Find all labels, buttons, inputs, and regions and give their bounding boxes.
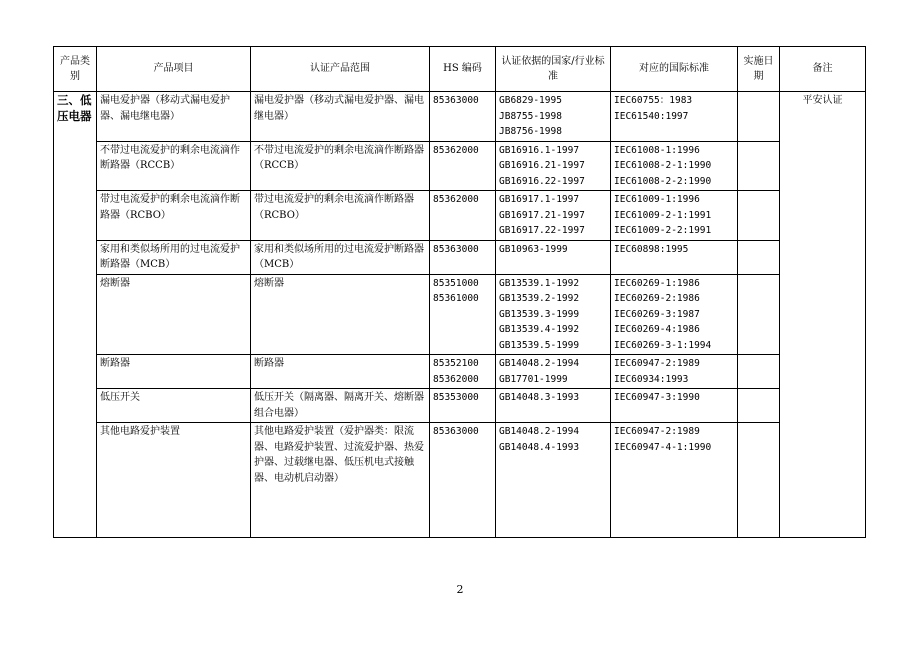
- hs-code-cell: [430, 274, 496, 355]
- international-standard-cell-line: IEC60269-3-1:1994: [614, 339, 712, 351]
- item-cell: 低压开关: [97, 389, 251, 423]
- national-standard-cell-line: GB16916.21-1997: [499, 160, 585, 171]
- header-item: 产品项目: [97, 47, 251, 92]
- national-standard-cell-line: JB8755-1998: [499, 110, 562, 122]
- item-cell: 不带过电流爱护的剩余电流滴作断路器（RCCB）: [97, 141, 251, 191]
- implementation-date-cell: [738, 191, 780, 241]
- header-scope: 认证产品范围: [251, 47, 430, 92]
- header-hs-code: HS 编码: [430, 47, 496, 92]
- scope-cell: 家用和类似场所用的过电流爱护断路器（MCB）: [251, 240, 430, 274]
- header-category: 产品类别: [54, 47, 97, 92]
- national-standard-cell: [496, 141, 611, 191]
- implementation-date-cell: [738, 92, 780, 142]
- national-standard-cell: [496, 92, 611, 142]
- page-number: 2: [456, 583, 464, 596]
- international-standard-cell-line: IEC60269-3:1987: [614, 308, 700, 320]
- national-standard-cell-line: GB14048.3-1993: [499, 392, 580, 403]
- national-standard-cell-line: GB13539.1-1992: [499, 277, 580, 289]
- hs-code-cell-line: 85363000: [433, 95, 479, 106]
- item-cell: 熔断器: [97, 274, 251, 355]
- table-row: [54, 274, 866, 355]
- hs-code-cell-line: 85362000: [433, 194, 479, 205]
- international-standard-cell: [611, 274, 738, 355]
- national-standard-cell-line: GB14048.2-1994: [499, 358, 580, 369]
- international-standard-cell-line: IEC60947-2:1989: [614, 358, 700, 369]
- implementation-date-cell: [738, 141, 780, 191]
- international-standard-cell: [611, 389, 738, 423]
- item-cell: 家用和类似场所用的过电流爱护断路器（MCB）: [97, 240, 251, 274]
- national-standard-cell-line: GB13539.3-1999: [499, 308, 580, 320]
- certification-table: [53, 46, 866, 538]
- national-standard-cell: [496, 274, 611, 355]
- table-header-row: [54, 47, 866, 92]
- implementation-date-cell: [738, 423, 780, 538]
- international-standard-cell-line: IEC60269-1:1986: [614, 277, 700, 289]
- international-standard-cell: [611, 240, 738, 274]
- header-remark: 备注: [780, 47, 866, 92]
- header-international-standard: 对应的国际标准: [611, 47, 738, 92]
- table-row: [54, 389, 866, 423]
- scope-cell: 熔断器: [251, 274, 430, 355]
- hs-code-cell-line: 85362000: [433, 373, 479, 385]
- item-cell: 带过电流爱护的剩余电流滴作断路器（RCBO）: [97, 191, 251, 241]
- international-standard-cell-line: IEC60269-2:1986: [614, 293, 700, 304]
- category-cell: 三、低压电器: [54, 92, 97, 538]
- implementation-date-cell: [738, 240, 780, 274]
- table-row: [54, 191, 866, 241]
- hs-code-cell: [430, 423, 496, 538]
- national-standard-cell: [496, 423, 611, 538]
- international-standard-cell-line: IEC61540:1997: [614, 110, 689, 122]
- international-standard-cell-line: IEC61009-1:1996: [614, 194, 700, 205]
- international-standard-cell-line: IEC61008-1:1996: [614, 144, 700, 156]
- hs-code-cell: [430, 355, 496, 389]
- hs-code-cell: [430, 92, 496, 142]
- national-standard-cell-line: GB13539.5-1999: [499, 339, 580, 351]
- scope-cell: 漏电爱护器（移动式漏电爱护器、漏电继电器）: [251, 92, 430, 142]
- national-standard-cell: [496, 191, 611, 241]
- international-standard-cell-line: IEC60755：1983: [614, 95, 693, 106]
- hs-code-cell-line: 85353000: [433, 392, 479, 403]
- hs-code-cell: [430, 191, 496, 241]
- national-standard-cell: [496, 355, 611, 389]
- international-standard-cell-line: IEC60947-2:1989: [614, 426, 700, 437]
- table-row: [54, 92, 866, 142]
- remark-cell: 平安认证: [780, 92, 866, 538]
- international-standard-cell-line: IEC60898:1995: [614, 243, 689, 255]
- national-standard-cell-line: GB16916.22-1997: [499, 175, 585, 187]
- national-standard-cell-line: GB14048.2-1994: [499, 426, 580, 437]
- international-standard-cell: [611, 141, 738, 191]
- table-row: [54, 141, 866, 191]
- scope-cell: 带过电流爱护的剩余电流滴作断路器（RCBO）: [251, 191, 430, 241]
- implementation-date-cell: [738, 274, 780, 355]
- implementation-date-cell: [738, 355, 780, 389]
- hs-code-cell: [430, 141, 496, 191]
- international-standard-cell: [611, 191, 738, 241]
- national-standard-cell-line: JB8756-1998: [499, 126, 562, 137]
- international-standard-cell-line: IEC61009-2-1:1991: [614, 209, 712, 221]
- national-standard-cell: [496, 389, 611, 423]
- hs-code-cell-line: 85363000: [433, 243, 479, 255]
- header-national-standard: 认证依据的国家/行业标准: [496, 47, 611, 92]
- national-standard-cell-line: GB13539.2-1992: [499, 293, 580, 304]
- scope-cell: 断路器: [251, 355, 430, 389]
- hs-code-cell-line: 85363000: [433, 426, 479, 437]
- international-standard-cell: [611, 423, 738, 538]
- international-standard-cell: [611, 355, 738, 389]
- national-standard-cell-line: GB17701-1999: [499, 373, 568, 385]
- international-standard-cell-line: IEC60934:1993: [614, 373, 689, 385]
- national-standard-cell-line: GB10963-1999: [499, 243, 568, 255]
- national-standard-cell-line: GB16917.22-1997: [499, 225, 585, 236]
- hs-code-cell: [430, 389, 496, 423]
- international-standard-cell-line: IEC61008-2-2:1990: [614, 175, 712, 187]
- international-standard-cell-line: IEC61008-2-1:1990: [614, 160, 712, 171]
- hs-code-cell-line: 85351000: [433, 277, 479, 289]
- item-cell: 断路器: [97, 355, 251, 389]
- table-row: [54, 423, 866, 538]
- national-standard-cell: [496, 240, 611, 274]
- implementation-date-cell: [738, 389, 780, 423]
- item-cell: 漏电爱护器（移动式漏电爱护器、漏电继电器）: [97, 92, 251, 142]
- national-standard-cell-line: GB13539.4-1992: [499, 324, 580, 335]
- international-standard-cell-line: IEC60947-4-1:1990: [614, 441, 712, 453]
- national-standard-cell-line: GB16916.1-1997: [499, 144, 580, 156]
- national-standard-cell-line: GB14048.4-1993: [499, 441, 580, 453]
- international-standard-cell-line: IEC60269-4:1986: [614, 324, 700, 335]
- hs-code-cell-line: 85362000: [433, 144, 479, 156]
- scope-cell: 其他电路爱护装置（爱护器类：限流器、电路爱护装置、过流爱护器、热爱护器、过载继电器、低压机电式接触器、电动机启动器）: [251, 423, 430, 538]
- national-standard-cell-line: GB6829-1995: [499, 95, 562, 106]
- table-row: [54, 355, 866, 389]
- international-standard-cell-line: IEC61009-2-2:1991: [614, 225, 712, 236]
- international-standard-cell-line: IEC60947-3:1990: [614, 392, 700, 403]
- hs-code-cell-line: 85352100: [433, 358, 479, 369]
- national-standard-cell-line: GB16917.1-1997: [499, 194, 580, 205]
- national-standard-cell-line: GB16917.21-1997: [499, 209, 585, 221]
- hs-code-cell-line: 85361000: [433, 293, 479, 304]
- scope-cell: 不带过电流爱护的剩余电流滴作断路器（RCCB）: [251, 141, 430, 191]
- hs-code-cell: [430, 240, 496, 274]
- item-cell: 其他电路爱护装置: [97, 423, 251, 538]
- table-row: [54, 240, 866, 274]
- header-implementation-date: 实施日期: [738, 47, 780, 92]
- international-standard-cell: [611, 92, 738, 142]
- scope-cell: 低压开关（隔离器、隔离开关、熔断器组合电器）: [251, 389, 430, 423]
